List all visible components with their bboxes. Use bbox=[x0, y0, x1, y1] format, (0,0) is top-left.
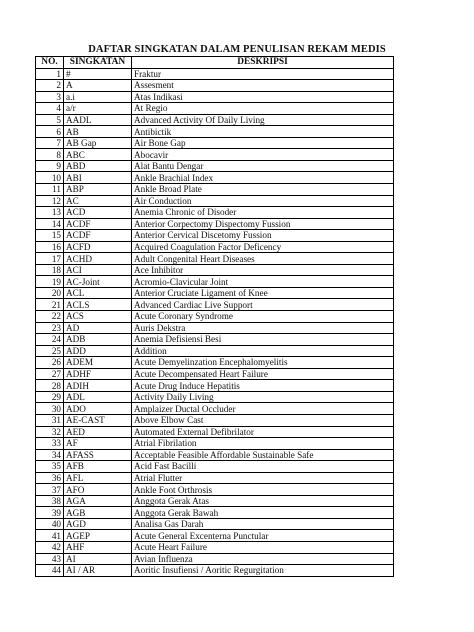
abbreviation-cell: AC-Joint bbox=[64, 276, 132, 288]
row-number: 16 bbox=[36, 241, 64, 253]
row-number: 40 bbox=[36, 518, 64, 530]
description-cell: Anterior Cruciate Ligament of Knee bbox=[132, 287, 394, 299]
table-row bbox=[36, 172, 394, 184]
table-row bbox=[36, 530, 394, 542]
abbreviation-cell: ACD bbox=[64, 207, 132, 219]
table-row bbox=[36, 230, 394, 242]
abbreviation-cell: A bbox=[64, 80, 132, 92]
table-row bbox=[36, 126, 394, 138]
table-row bbox=[36, 553, 394, 565]
abbreviation-cell: ACDF bbox=[64, 218, 132, 230]
description-cell: Activity Daily Living bbox=[132, 391, 394, 403]
row-number: 31 bbox=[36, 414, 64, 426]
row-number: 26 bbox=[36, 357, 64, 369]
table-row bbox=[36, 541, 394, 553]
table-row bbox=[36, 345, 394, 357]
table-row bbox=[36, 160, 394, 172]
row-number: 38 bbox=[36, 495, 64, 507]
row-number: 18 bbox=[36, 264, 64, 276]
abbreviation-cell: AED bbox=[64, 426, 132, 438]
abbreviation-cell: ACL bbox=[64, 287, 132, 299]
row-number: 44 bbox=[36, 565, 64, 577]
description-cell: Auris Dekstra bbox=[132, 322, 394, 334]
table-row bbox=[36, 495, 394, 507]
row-number: 9 bbox=[36, 160, 64, 172]
description-cell: Acute Demyelinzation Encephalomyelitis bbox=[132, 357, 394, 369]
abbreviation-cell: # bbox=[64, 68, 132, 80]
row-number: 10 bbox=[36, 172, 64, 184]
abbreviation-cell: ACHD bbox=[64, 253, 132, 265]
description-cell: Anemia Chronic of Disoder bbox=[132, 207, 394, 219]
abbreviation-cell: AFO bbox=[64, 484, 132, 496]
description-cell: Anterior Cervical Discetomy Fussion bbox=[132, 230, 394, 242]
table-row bbox=[36, 137, 394, 149]
abbreviation-cell: AFB bbox=[64, 461, 132, 473]
table-row bbox=[36, 484, 394, 496]
abbreviation-cell: AADL bbox=[64, 114, 132, 126]
table-row bbox=[36, 195, 394, 207]
table-row bbox=[36, 311, 394, 323]
table-row bbox=[36, 368, 394, 380]
description-cell: Ankle Foot Orthrosis bbox=[132, 484, 394, 496]
abbreviation-cell: ABP bbox=[64, 184, 132, 196]
description-cell: Atrial Fibrilation bbox=[132, 438, 394, 450]
description-cell: Acute Decompensated Heart Failure bbox=[132, 368, 394, 380]
abbreviation-cell: ADL bbox=[64, 391, 132, 403]
table-row bbox=[36, 68, 394, 80]
abbreviation-cell: ADB bbox=[64, 334, 132, 346]
table-row bbox=[36, 253, 394, 265]
table-row bbox=[36, 241, 394, 253]
description-cell: Aoritic Insufiensi / Aoritic Regurgitation bbox=[132, 565, 394, 577]
description-cell: Atas Indikasi bbox=[132, 91, 394, 103]
row-number: 14 bbox=[36, 218, 64, 230]
row-number: 35 bbox=[36, 461, 64, 473]
abbreviation-cell: ACI bbox=[64, 264, 132, 276]
row-number: 20 bbox=[36, 287, 64, 299]
description-cell: Ace Inhibitor bbox=[132, 264, 394, 276]
description-cell: Assesment bbox=[132, 80, 394, 92]
description-cell: Ankle Brachial Index bbox=[132, 172, 394, 184]
table-row bbox=[36, 449, 394, 461]
abbreviation-cell: AC bbox=[64, 195, 132, 207]
table-row bbox=[36, 103, 394, 115]
table-row bbox=[36, 91, 394, 103]
abbreviation-cell: ACDF bbox=[64, 230, 132, 242]
table-row bbox=[36, 391, 394, 403]
row-number: 37 bbox=[36, 484, 64, 496]
abbreviation-cell: AB bbox=[64, 126, 132, 138]
table-row bbox=[36, 207, 394, 219]
abbreviation-cell: AGEP bbox=[64, 530, 132, 542]
description-cell: Abocavir bbox=[132, 149, 394, 161]
table-body bbox=[36, 68, 394, 576]
description-cell: Adult Congenital Heart Diseases bbox=[132, 253, 394, 265]
row-number: 19 bbox=[36, 276, 64, 288]
row-number: 8 bbox=[36, 149, 64, 161]
description-cell: Addition bbox=[132, 345, 394, 357]
row-number: 4 bbox=[36, 103, 64, 115]
abbreviation-cell: ACS bbox=[64, 311, 132, 323]
description-cell: Advanced Cardiac Live Support bbox=[132, 299, 394, 311]
abbreviation-table bbox=[35, 56, 394, 577]
row-number: 29 bbox=[36, 391, 64, 403]
column-header-abbreviation: SINGKATAN bbox=[64, 57, 132, 69]
row-number: 22 bbox=[36, 311, 64, 323]
table-row bbox=[36, 299, 394, 311]
row-number: 25 bbox=[36, 345, 64, 357]
table-row bbox=[36, 438, 394, 450]
abbreviation-cell: AHF bbox=[64, 541, 132, 553]
description-cell: Amplaizer Ductal Occluder bbox=[132, 403, 394, 415]
table-row bbox=[36, 380, 394, 392]
table-row bbox=[36, 218, 394, 230]
table-row bbox=[36, 322, 394, 334]
abbreviation-cell: AFASS bbox=[64, 449, 132, 461]
row-number: 30 bbox=[36, 403, 64, 415]
abbreviation-cell: AD bbox=[64, 322, 132, 334]
abbreviation-cell: AGA bbox=[64, 495, 132, 507]
column-header-no: NO. bbox=[36, 57, 64, 69]
table-row bbox=[36, 565, 394, 577]
row-number: 15 bbox=[36, 230, 64, 242]
description-cell: Anterior Corpectomy Dispectomy Fussion bbox=[132, 218, 394, 230]
table-row bbox=[36, 357, 394, 369]
row-number: 39 bbox=[36, 507, 64, 519]
row-number: 28 bbox=[36, 380, 64, 392]
abbreviation-cell: ACFD bbox=[64, 241, 132, 253]
table-row bbox=[36, 461, 394, 473]
table-row bbox=[36, 426, 394, 438]
abbreviation-cell: AFL bbox=[64, 472, 132, 484]
description-cell: Acid Fast Bacilli bbox=[132, 461, 394, 473]
description-cell: Acquired Coagulation Factor Deficency bbox=[132, 241, 394, 253]
row-number: 17 bbox=[36, 253, 64, 265]
row-number: 43 bbox=[36, 553, 64, 565]
row-number: 2 bbox=[36, 80, 64, 92]
description-cell: Anggota Gerak Atas bbox=[132, 495, 394, 507]
description-cell: Above Elbow Cast bbox=[132, 414, 394, 426]
abbreviation-cell: ADD bbox=[64, 345, 132, 357]
row-number: 5 bbox=[36, 114, 64, 126]
description-cell: Acute Heart Failure bbox=[132, 541, 394, 553]
row-number: 7 bbox=[36, 137, 64, 149]
description-cell: Atrial Flutter bbox=[132, 472, 394, 484]
abbreviation-cell: ABD bbox=[64, 160, 132, 172]
table-row bbox=[36, 80, 394, 92]
abbreviation-cell: ABC bbox=[64, 149, 132, 161]
abbreviation-cell: ABI bbox=[64, 172, 132, 184]
row-number: 34 bbox=[36, 449, 64, 461]
table-row bbox=[36, 403, 394, 415]
row-number: 32 bbox=[36, 426, 64, 438]
abbreviation-cell: a/r bbox=[64, 103, 132, 115]
table-row bbox=[36, 149, 394, 161]
abbreviation-cell: ADO bbox=[64, 403, 132, 415]
row-number: 3 bbox=[36, 91, 64, 103]
table-row bbox=[36, 114, 394, 126]
abbreviation-cell: ADIH bbox=[64, 380, 132, 392]
row-number: 13 bbox=[36, 207, 64, 219]
table-row bbox=[36, 287, 394, 299]
description-cell: Acromio-Clavicular Joint bbox=[132, 276, 394, 288]
abbreviation-cell: AE-CAST bbox=[64, 414, 132, 426]
column-header-description: DESKRIPSI bbox=[132, 57, 394, 69]
row-number: 21 bbox=[36, 299, 64, 311]
description-cell: Air Bone Gap bbox=[132, 137, 394, 149]
description-cell: Analisa Gas Darah bbox=[132, 518, 394, 530]
page-title: DAFTAR SINGKATAN DALAM PENULISAN REKAM MEDIS bbox=[88, 44, 386, 55]
description-cell: Advanced Activity Of Daily Living bbox=[132, 114, 394, 126]
description-cell: Acceptable Feasible Affordable Sustainable Safe bbox=[132, 449, 394, 461]
row-number: 1 bbox=[36, 68, 64, 80]
row-number: 11 bbox=[36, 184, 64, 196]
table-header-row bbox=[36, 57, 394, 69]
description-cell: Acute Coronary Syndrome bbox=[132, 311, 394, 323]
description-cell: Antibictik bbox=[132, 126, 394, 138]
table-row bbox=[36, 334, 394, 346]
abbreviation-cell: AI / AR bbox=[64, 565, 132, 577]
row-number: 23 bbox=[36, 322, 64, 334]
row-number: 36 bbox=[36, 472, 64, 484]
description-cell: Fraktur bbox=[132, 68, 394, 80]
abbreviation-cell: AGD bbox=[64, 518, 132, 530]
description-cell: Acute Drug Induce Hepatitis bbox=[132, 380, 394, 392]
abbreviation-cell: AI bbox=[64, 553, 132, 565]
table-row bbox=[36, 276, 394, 288]
table-row bbox=[36, 472, 394, 484]
row-number: 12 bbox=[36, 195, 64, 207]
abbreviation-cell: ACLS bbox=[64, 299, 132, 311]
row-number: 42 bbox=[36, 541, 64, 553]
abbreviation-cell: AB Gap bbox=[64, 137, 132, 149]
row-number: 33 bbox=[36, 438, 64, 450]
abbreviation-cell: AGB bbox=[64, 507, 132, 519]
description-cell: Acute General Excenterna Punctular bbox=[132, 530, 394, 542]
description-cell: Anemia Defisiensi Besi bbox=[132, 334, 394, 346]
description-cell: Air Conduction bbox=[132, 195, 394, 207]
abbreviation-cell: a.i bbox=[64, 91, 132, 103]
row-number: 41 bbox=[36, 530, 64, 542]
description-cell: Avian Influenza bbox=[132, 553, 394, 565]
description-cell: Anggota Gerak Bawah bbox=[132, 507, 394, 519]
table-row bbox=[36, 414, 394, 426]
table-row bbox=[36, 184, 394, 196]
description-cell: Alat Bantu Dengar bbox=[132, 160, 394, 172]
table-row bbox=[36, 264, 394, 276]
abbreviation-cell: ADEM bbox=[64, 357, 132, 369]
table-row bbox=[36, 507, 394, 519]
row-number: 6 bbox=[36, 126, 64, 138]
row-number: 27 bbox=[36, 368, 64, 380]
table-row bbox=[36, 518, 394, 530]
abbreviation-cell: AF bbox=[64, 438, 132, 450]
row-number: 24 bbox=[36, 334, 64, 346]
description-cell: Ankle Broad Plate bbox=[132, 184, 394, 196]
abbreviation-cell: ADHF bbox=[64, 368, 132, 380]
description-cell: Automated External Defibrilator bbox=[132, 426, 394, 438]
description-cell: At Regio bbox=[132, 103, 394, 115]
